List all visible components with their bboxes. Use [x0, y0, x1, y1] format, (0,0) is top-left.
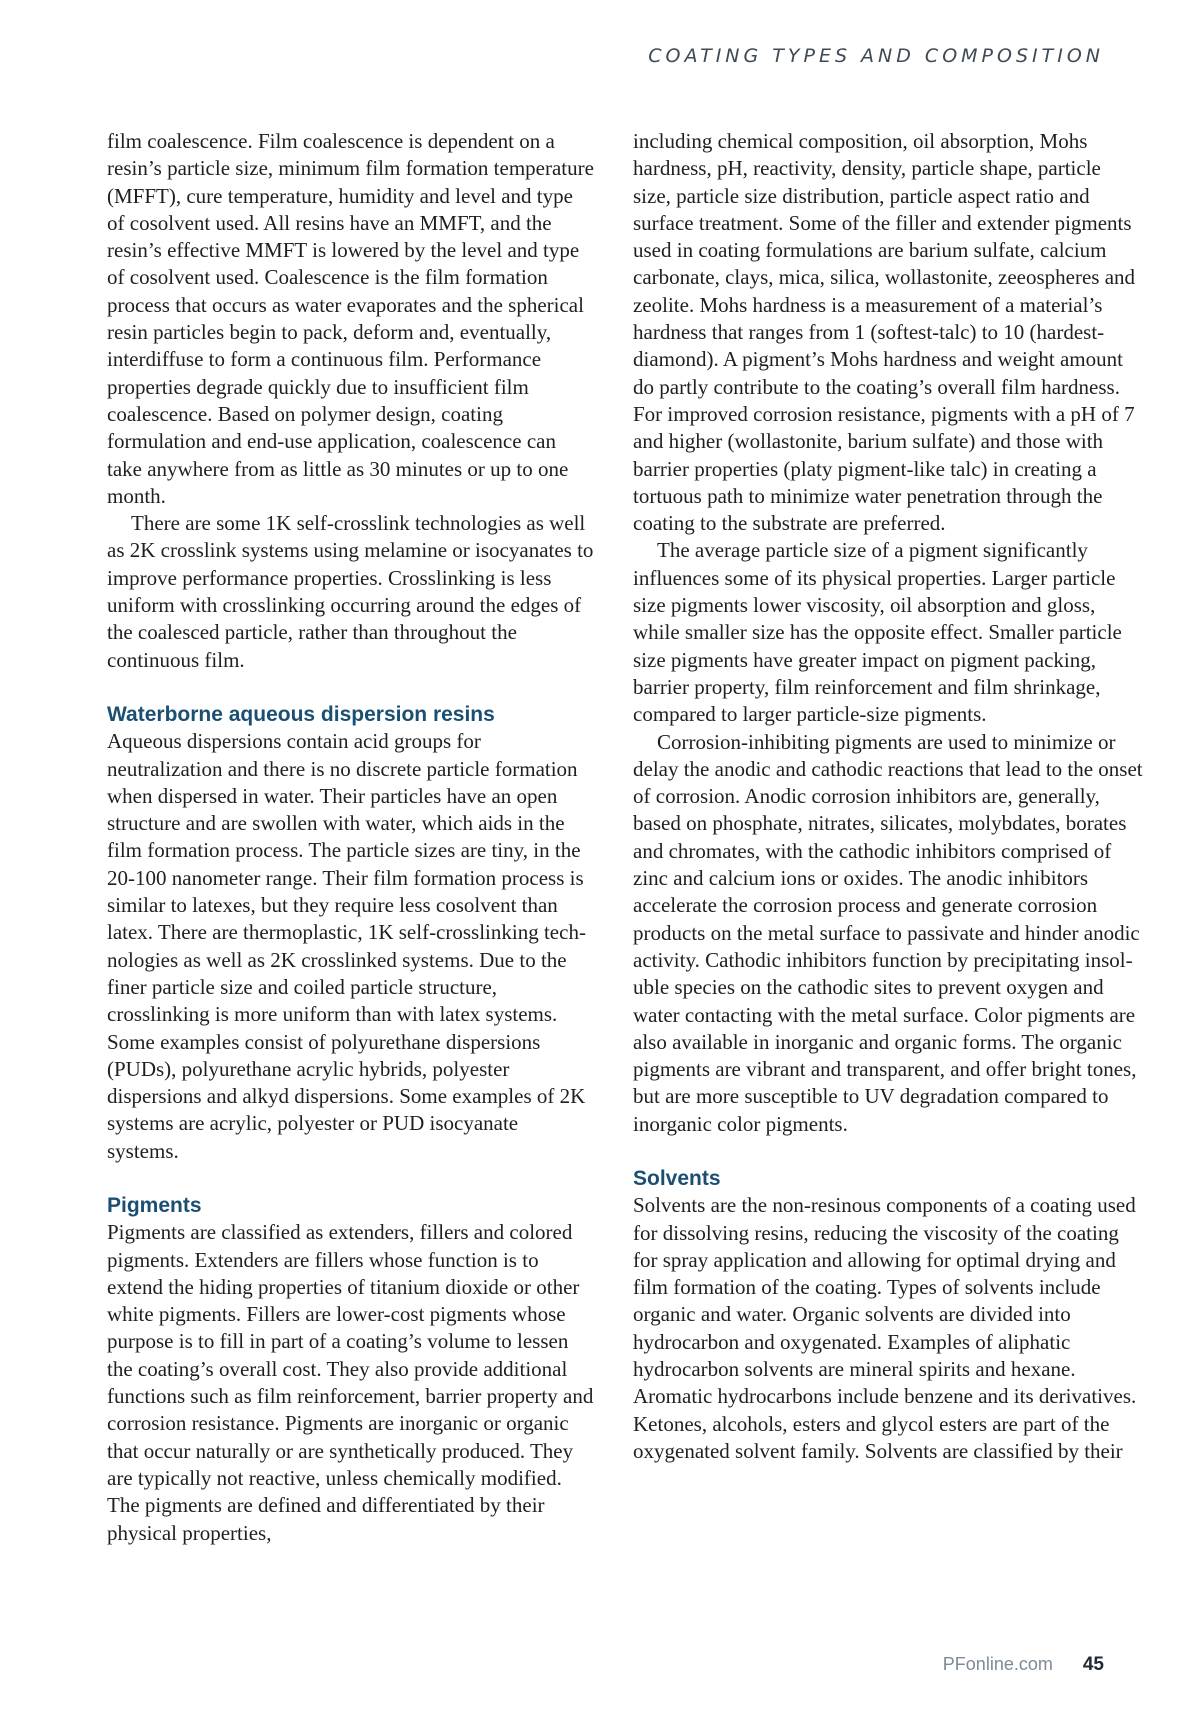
- section-heading-waterborne: Waterborne aqueous dispersion resins: [107, 702, 495, 726]
- section-heading-pigments: Pigments: [107, 1193, 202, 1217]
- paragraph: Solvents are the non-resinous components of a coating used for dissolving resins, reducing the viscosity of the coating for spray application and allowing for optimal drying and film formation of the coating. Types of solvents include organic and water. Organic solvents are divided into hydrocarbon and oxygenated. Examples of aliphatic hydrocarbon solvents are mineral spirits and hexane. Aromatic hydrocarbons include benzene and its derivatives. Ketones, alcohols, esters and glycol esters are part of the oxygenated solvent family. Solvents are classified by their: [633, 1193, 1137, 1463]
- site-url: PFonline.com: [942, 1654, 1053, 1674]
- paragraph: including chemical composition, oil absorption, Mohs hardness, pH, reactivity, density, particle shape, particle size, particle size distribution, particle aspect ratio and surface treatment. Some of the filler and extender pigments used in coating formulations are barium sulfate, calcium carbonate, clays, mica, silica, wollastonite, zeeospheres and zeolite. Mohs hardness is a measurement of a material’s hardness that ranges from 1 (softest-talc) to 10 (hardest-diamond). A pigment’s Mohs hardness and weight amount do partly contribute to the coating’s overall film hardness. For improved corrosion resistance, pigments with a pH of 7 and higher (wollastonite, barium sulfate) and those with barrier properties (platy pigment-like talc) in creating a tortuous path to minimize water penetration through the coating to the substrate are preferred.: [633, 129, 1136, 536]
- paragraph: There are some 1K self-crosslink technologies as well as 2K crosslink systems using melamine or isocyanates to improve performance properties. Crosslinking is less uniform with crosslinking occurring around the edges of the coalesced particle, rather than throughout the continuous film.: [107, 511, 594, 672]
- paragraph: Pigments are classified as extenders, fillers and colored pigments. Extenders are fillers whose function is to extend the hiding properties of titanium dioxide or other white pigments. Fillers are lower-cost pigments whose purpose is to fill in part of a coating’s volume to lessen the coating’s overall cost. They also provide additional functions such as film reinforcement, barrier property and corrosion resistance. Pigments are inorganic or organic that occur naturally or are synthetically produced. They are typically not reactive, unless chemically modified. The pigments are defined and differentiated by their physical properties,: [107, 1220, 594, 1545]
- page-footer: [943, 1654, 1104, 1676]
- left-column: [107, 128, 595, 1547]
- paragraph: Corrosion-inhibiting pigments are used to minimize or delay the anodic and cathodic reactions that lead to the onset of corrosion. Anodic corrosion inhibitors are, generally, based on phosphate, nitrates, silicates, molybdates, borates and chromates, with the cathodic inhibitors comprised of zinc and calcium ions or oxides. The anodic inhibitors accelerate the corrosion process and generate corrosion products on the metal surface to passivate and hinder anodic activity. Cathodic inhibitors function by precipitating insoluble species on the cathodic sites to prevent oxygen and water contacting with the metal surface. Color pigments are also available in inorganic and organic forms. The organic pigments are vibrant and transparent, and offer bright tones, but are more susceptible to UV degradation compared to inorganic color pigments.: [633, 729, 1143, 1136]
- section-heading-solvents: Solvents: [633, 1166, 721, 1190]
- running-header: COATING TYPES AND COMPOSITION: [648, 45, 1104, 67]
- right-column: [633, 128, 1143, 1465]
- paragraph: Aqueous dispersions contain acid groups for neutralization and there is no discrete particle formation when dispersed in water. Their particles have an open structure and are swollen with water, which aids in the film formation process. The particle sizes are tiny, in the 20-100 nanometer range. Their film formation process is similar to latexes, but they require less cosolvent than latex. There are thermoplastic, 1K self-crosslinking technologies as well as 2K crosslinked systems. Due to the finer particle size and coiled particle structure, crosslinking is more uniform than with latex systems. Some examples consist of polyurethane dispersions (PUDs), polyurethane acrylic hybrids, polyester dispersions and alkyd dispersions. Some examples of 2K systems are acrylic, polyester or PUD isocyanate systems.: [107, 729, 586, 1163]
- paragraph: The average particle size of a pigment significantly influences some of its physical properties. Larger particle size pigments lower viscosity, oil absorption and gloss, while smaller size has the opposite effect. Smaller particle size pigments have greater impact on pigment packing, barrier property, film reinforcement and film shrinkage, compared to larger particle-size pigments.: [633, 538, 1122, 727]
- paragraph: film coalescence. Film coalescence is dependent on a resin’s particle size, minimum film formation temperature (MFFT), cure temperature, humidity and level and type of cosolvent used. All resins have an MMFT, and the resin’s effective MMFT is lowered by the level and type of cosolvent used. Coalescence is the film formation process that occurs as water evaporates and the spherical resin particles begin to pack, deform and, eventually, interdiffuse to form a continuous film. Performance properties degrade quickly due to insufficient film coalescence. Based on polymer design, coating formulation and end-use application, coalescence can take anywhere from as little as 30 minutes or up to one month.: [107, 129, 594, 508]
- page-number: 45: [1082, 1654, 1104, 1675]
